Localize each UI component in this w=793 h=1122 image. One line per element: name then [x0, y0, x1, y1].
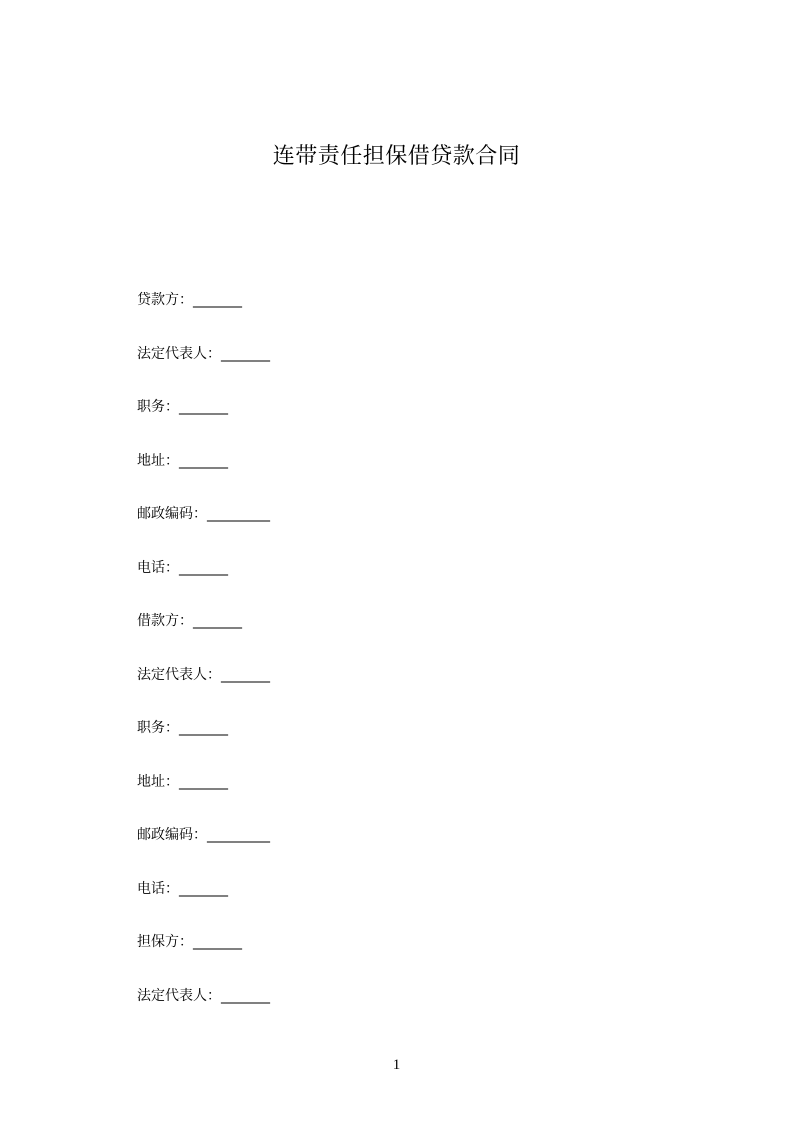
lender-position-line: 职务：_______: [137, 399, 228, 415]
borrower-postcode-line: 邮政编码：_________: [137, 827, 270, 843]
guarantor-name-line: 担保方：_______: [137, 934, 242, 950]
lender-name-line: 贷款方：_______: [137, 292, 242, 308]
borrower-address-line: 地址：_______: [137, 773, 228, 790]
lender-phone-line: 电话：_______: [137, 559, 228, 576]
lender-postcode-line: 邮政编码：_________: [137, 506, 270, 522]
borrower-phone-line: 电话：_______: [137, 880, 228, 897]
party-info-list: [137, 289, 697, 1038]
guarantor-legal-rep-line: 法定代表人：_______: [137, 987, 270, 1004]
lender-legal-rep-line: 法定代表人：_______: [137, 345, 270, 362]
borrower-name-line: 借款方：_______: [137, 613, 242, 629]
lender-address-line: 地址：_______: [137, 452, 228, 469]
borrower-legal-rep-line: 法定代表人：_______: [137, 666, 270, 683]
borrower-position-line: 职务：_______: [137, 720, 228, 736]
document-title: 连带责任担保借贷款合同: [272, 144, 521, 169]
page-number: 1: [392, 1057, 401, 1073]
